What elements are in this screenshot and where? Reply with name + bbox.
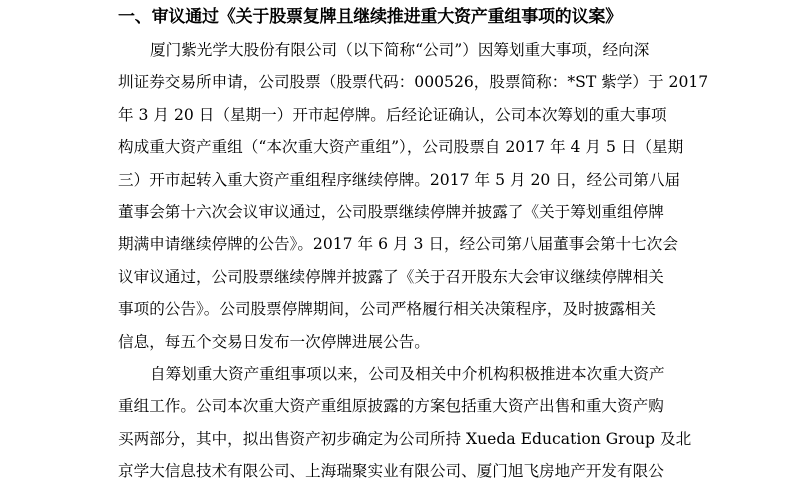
paragraph-line: 期满申请继续停牌的公告》。2017 年 6 月 3 日，经公司第八届董事会第十七次会	[118, 235, 678, 254]
document-page	[118, 0, 709, 487]
paragraph-line: 买两部分，其中，拟出售资产初步确定为公司所持 Xueda Education Group 及北	[118, 429, 692, 448]
paragraph-line: 圳证券交易所申请，公司股票（股票代码：000526，股票简称：*ST 紫学）于 2017	[118, 73, 709, 92]
paragraph-line: 年 3 月 20 日（星期一）开市起停牌。后经论证确认，公司本次筹划的重大事项	[118, 105, 667, 124]
paragraph-suspension-history	[118, 34, 709, 358]
paragraph-line: 厦门紫光学大股份有限公司（以下简称“公司”）因筹划重大事项，经向深	[150, 41, 650, 59]
paragraph-line: 自筹划重大资产重组事项以来，公司及相关中介机构积极推进本次重大资产	[150, 364, 665, 383]
paragraph-line: 构成重大资产重组（“本次重大资产重组”），公司股票自 2017 年 4 月 5 日（星期	[118, 138, 684, 157]
paragraph-line: 三）开市起转入重大资产重组程序继续停牌。2017 年 5 月 20 日，经公司第八届	[118, 170, 681, 189]
paragraph-line: 议审议通过，公司股票继续停牌并披露了《关于召开股东大会审议继续停牌相关	[118, 267, 664, 286]
paragraph-restructuring-progress	[118, 358, 692, 487]
paragraph-line: 董事会第十六次会议审议通过，公司股票继续停牌并披露了《关于筹划重组停牌	[118, 202, 664, 221]
paragraph-line: 事项的公告》。公司股票停牌期间，公司严格履行相关决策程序，及时披露相关	[118, 300, 656, 319]
paragraph-line: 信息，每五个交易日发布一次停牌进展公告。	[118, 332, 430, 351]
paragraph-line: 重组工作。公司本次重大资产重组原披露的方案包括重大资产出售和重大资产购	[118, 397, 664, 416]
paragraph-line: 京学大信息技术有限公司、上海瑞聚实业有限公司、厦门旭飞房地产开发有限公	[118, 462, 664, 481]
section-heading: 一、审议通过《关于股票复牌且继续推进重大资产重组事项的议案》	[118, 7, 622, 27]
